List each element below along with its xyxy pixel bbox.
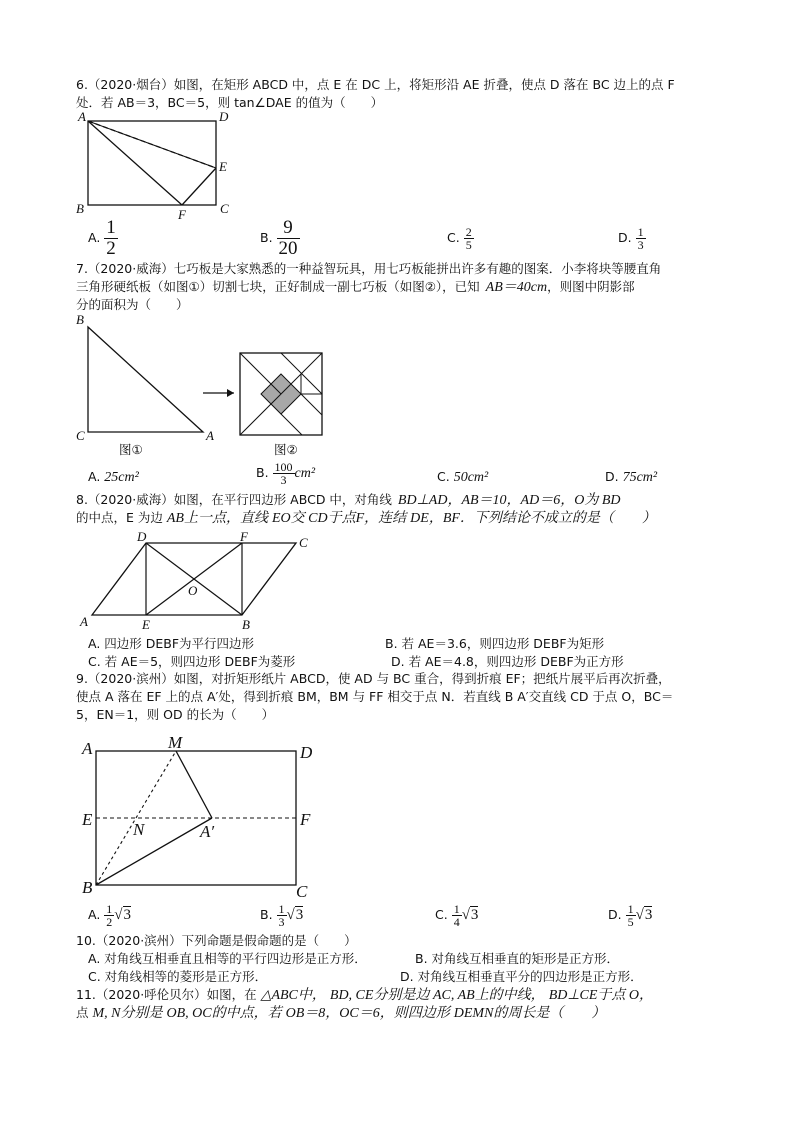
q8-option-d: D. 若 AE＝4.8，则四边形 DEBF为正方形 [391, 654, 624, 669]
q8-label-f: F [240, 529, 248, 544]
q9-option-c: C. $\frac{1}{4}$ √3 [435, 902, 479, 929]
q9-label-f: F [300, 810, 311, 829]
q6-label-b: B [76, 201, 84, 216]
q6-label-d: D [219, 109, 229, 124]
q6-option-a-den: 2 [106, 238, 116, 259]
q9-label-e: E [82, 810, 93, 829]
q9-label-a: A [82, 739, 93, 758]
q6-option-d-num: 1 [637, 225, 644, 239]
q8-option-c: C. 若 AE＝5，则四边形 DEBF为菱形 [88, 654, 296, 669]
q8-option-b: B. 若 AE＝3.6，则四边形 DEBF为矩形 [385, 636, 605, 651]
q10-option-b: B. 对角线互相垂直的矩形是正方形． [415, 951, 620, 966]
q9-option-a: A. $\frac{1}{2}$ √3 [88, 902, 132, 929]
q8-option-a: A. 四边形 DEBF为平行四边形 [88, 636, 255, 651]
q7-fig1-label-b: B [76, 312, 84, 327]
q10-option-c: C. 对角线相等的菱形是正方形． [88, 969, 268, 984]
q7-option-b-num: 100 [274, 460, 293, 474]
q6-label-f: F [178, 207, 186, 222]
q8-label-d: D [137, 529, 147, 544]
q8-label-b: B [242, 617, 250, 632]
q9-text-line3: 5，EN＝1，则 OD 的长为（ ） [76, 707, 275, 722]
q6-option-b-num: 9 [277, 218, 300, 239]
q6-option-d-den: 3 [637, 238, 644, 252]
q8-text-line1: 8.（2020·威海）如图，在平行四边形 ABCD 中，对角线 BD⊥AD，AB＝10，AD＝6，O为 BD [76, 492, 621, 508]
q9-label-m: M [168, 733, 183, 752]
q6-option-a-num: 1 [106, 217, 116, 238]
q7-fig1-caption: 图① [119, 442, 143, 457]
q9-text-line2: 使点 A 落在 EF 上的点 A′处，得到折痕 BM，BM 与 FF 相交于点 N．若直线 B A′交直线 CD 于点 O，BC＝ [76, 689, 674, 704]
q8-label-c: C [299, 535, 308, 550]
q7-option-b: B. $\frac{100}{3}$ cm² [256, 460, 316, 487]
q11-text-line1: 11.（2020·呼伦贝尔）如图，在 △ABC中， BD, CE分别是边 AC, AB上的中线， BD⊥CE于点 O， [76, 987, 654, 1003]
q6-option-c-num: 2 [465, 225, 472, 239]
q7-option-a: A. 25cm² [88, 469, 139, 485]
q11-text-line2: 点 M, N分别是 OB, OC的中点，若 OB＝8，OC＝6，则四边形 DEMN的周长是（ ） [76, 1005, 606, 1021]
q8-text-line2: 的中点，E 为边 AB上一点，直线 EO交 CD于点F，连结 DE，BF．下列结论不成立的是（ ） [76, 510, 656, 526]
q8-label-a: A [80, 614, 88, 629]
q7-fig1-label-a: A [206, 428, 214, 443]
q9-label-b: B [82, 878, 93, 897]
q9-label-a-prime: A′ [200, 822, 215, 841]
q6-option-b: B. $\frac{9}{20}$ [260, 217, 298, 259]
q6-option-a: A. $\frac{1}{2}$ [88, 217, 116, 259]
q6-label-e: E [219, 159, 227, 174]
q6-text-line2: 处．若 AB＝3，BC＝5，则 tan∠DAE 的值为（ ） [76, 95, 384, 110]
q7-text-line2: 三角形硬纸板（如图①）切割七块，正好制成一副七巧板（如图②），已知 AB＝40cm，则图中阴影部 [76, 279, 635, 295]
q8-label-o: O [188, 583, 198, 598]
q9-option-d: D. $\frac{1}{5}$ √3 [608, 902, 653, 929]
q7-text-line1: 7.（2020·威海）七巧板是大家熟悉的一种益智玩具，用七巧板能拼出许多有趣的图案．小李将块等腰直角 [76, 261, 662, 276]
q7-option-c: C. 50cm² [437, 469, 489, 485]
q8-label-e: E [142, 617, 150, 632]
q9-option-b: B. $\frac{1}{3}$ √3 [260, 902, 304, 929]
q6-option-b-den: 20 [278, 238, 298, 259]
q7-text-line3: 分的面积为（ ） [76, 297, 189, 312]
q7-fig1-label-c: C [76, 428, 85, 443]
q7-option-d: D. 75cm² [605, 469, 658, 485]
q9-label-d: D [300, 743, 313, 762]
q6-label-a: A [78, 109, 86, 124]
q7-option-b-den: 3 [280, 473, 287, 487]
q6-option-d: D. $\frac{1}{3}$ [618, 225, 644, 252]
q6-text-line1: 6.（2020·烟台）如图，在矩形 ABCD 中，点 E 在 DC 上，将矩形沿 AE 折叠，使点 D 落在 BC 边上的点 F [76, 77, 675, 92]
q10-option-d: D. 对角线互相垂直平分的四边形是正方形． [400, 969, 643, 984]
q6-option-c: C. $\frac{2}{5}$ [447, 225, 472, 252]
q9-label-c: C [296, 882, 308, 901]
q7-fig2-caption: 图② [274, 442, 298, 457]
q6-option-c-den: 5 [465, 238, 472, 252]
q10-option-a: A. 对角线互相垂直且相等的平行四边形是正方形． [88, 951, 367, 966]
q10-text-line1: 10.（2020·滨州）下列命题是假命题的是（ ） [76, 933, 357, 948]
q9-label-n: N [133, 820, 145, 839]
q9-text-line1: 9.（2020·滨州）如图，对折矩形纸片 ABCD，使 AD 与 BC 重合，得到折痕 EF；把纸片展平后再次折叠， [76, 671, 671, 686]
q7-ab-length: AB＝40cm [485, 280, 548, 295]
q6-label-c: C [220, 201, 229, 216]
